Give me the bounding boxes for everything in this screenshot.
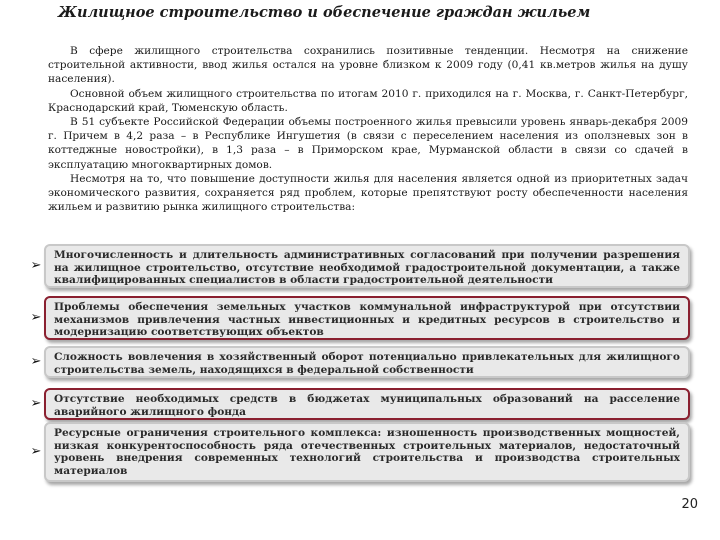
arrow-bullet-icon: ➢ [30, 310, 42, 325]
problem-item [28, 244, 690, 288]
problem-box: Отсутствие необходимых средств в бюджетах муниципальных образований на расселение аварийного жилищного фонда [44, 388, 690, 420]
arrow-bullet-icon: ➢ [30, 444, 42, 459]
intro-paragraph: В сфере жилищного строительства сохранились позитивные тенденции. Несмотря на снижение строительной активности, ввод жилья остался на уровне близком к 2009 году (0,41 кв.метров жилья на душу населения). [48, 45, 688, 86]
page-title: Жилищное строительство и обеспечение граждан жильем [58, 4, 591, 21]
arrow-bullet-icon: ➢ [30, 258, 42, 273]
problem-item [28, 346, 690, 378]
problem-item [28, 422, 690, 482]
problem-box: Сложность вовлечения в хозяйственный оборот потенциально привлекательных для жилищного строительства земель, находящихся в федеральной собственности [44, 346, 690, 378]
intro-paragraph: В 51 субъекте Российской Федерации объемы построенного жилья превысили уровень январь-декабря 2009 г. Причем в 4,2 раза – в Республике Ингушетия (в связи с переселением населения из оползневых зон в коттеджные новостройки), в 1,3 раза – в Приморском крае, Мурманской области в связи со сдачей в эксплуатацию многоквартирных домов. [48, 116, 688, 171]
problem-item [28, 296, 690, 340]
arrow-bullet-icon: ➢ [30, 354, 42, 369]
arrow-bullet-icon: ➢ [30, 396, 42, 411]
intro-paragraph: Несмотря на то, что повышение доступности жилья для населения является одной из приоритетных задач экономического развития, сохраняется ряд проблем, которые препятствуют росту обеспеченности населения жильем и развитию рынка жилищного строительства: [48, 172, 688, 214]
problem-box: Ресурсные ограничения строительного комплекса: изношенность производственных мощностей, низкая конкурентоспособность ряда отечественных строительных материалов, недостаточный уровень внедрения современных технологий строительства и производства строительных материалов [44, 422, 690, 482]
problem-box: Проблемы обеспечения земельных участков коммунальной инфраструктурой при отсутствии механизмов привлечения частных инвестиционных и кредитных ресурсов в строительство и модернизацию соответствующих объектов [44, 296, 690, 340]
problem-item [28, 388, 690, 420]
intro-text [48, 44, 688, 214]
problem-box: Многочисленность и длительность административных согласований при получении разрешения на жилищное строительство, отсутствие необходимой градостроительной документации, а также квалифицированных специалистов в области градостроительной деятельности [44, 244, 690, 288]
intro-paragraph: Основной объем жилищного строительства по итогам 2010 г. приходился на г. Москва, г. Санкт-Петербург, Краснодарский край, Тюменскую область. [48, 87, 688, 114]
page-number: 20 [681, 497, 698, 512]
